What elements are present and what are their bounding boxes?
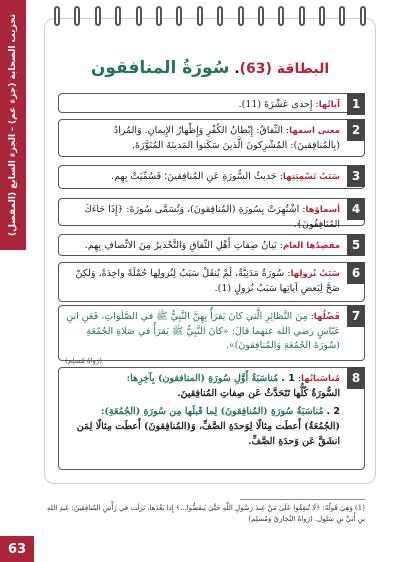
row-number: 5 [347, 234, 365, 256]
row-label: آياتُها [318, 100, 340, 110]
sub-number: 2 . [326, 406, 340, 418]
binding-ring [339, 6, 345, 26]
sub-body: (الجُمُعَةُ) أَعطَت مِثالًا لِوَحدَةِ الصَّفِّ، وَ(المُنافِقونَ) أَعطَت مِثالًا لِمَن انشَقَّ عَن وَحدَةِ الصَّفِّ. [76, 421, 340, 447]
row-text: حَديثُ السُّورَةِ عَنِ المُنافِقينَ؛ فَسُمِّيَتْ بِهِم. [111, 171, 277, 182]
sub-body: السُّورَةُ كُلُّها تَتَحَدَّثُ عَن صِفاتِ المُنافِقينَ. [177, 387, 340, 399]
row-number: 2 [347, 119, 365, 141]
spiral-binding [54, 6, 366, 28]
binding-ring [238, 6, 244, 26]
row-number: 1 [347, 93, 365, 115]
row-number: 3 [347, 165, 365, 187]
sub-heading: مُناسَبَةُ أَوَّلِ سُورَةِ (المنافقون) بِآخِرِها: [126, 373, 279, 384]
side-section-tab [0, 0, 26, 250]
row-text: سُورَةٌ مَدَنِيَّةٌ، لَمْ يُنقَلْ سَبَبٌ لِنُزولِها جُمْلَةً واحِدَةً، وَلكِنْ صَحَّ لِبَعضِ آياتِها سَبَبُ نُزولٍ (1). [75, 268, 340, 294]
hadith-source: (رَواهُ مُسلِم) [65, 357, 103, 366]
binding-ring [319, 6, 325, 26]
row-text: النِّفاقُ: إِبْطانُ الكُفْرِ وَإِظْهارُ الإِيمانِ. وَالمُرادُ (بِالمُنافِقينَ): المُشْرِكونَ الَّذينَ سَكَنوا المَدينَةَ المُنَوَّرَةَ. [113, 125, 340, 151]
info-row-virtue: 7 فَضْلُها: مِنَ النَّظائِرِ الَّتي كانَ يَقرَأُ بِهِنَّ النَّبِيُّ ﷺ في الصَّلَواتِ، فَعَنِ ابنِ عَبّاسٍ رضي الله عنهما قالَ: «كانَ النَّبِيُّ ﷺ يَقرَأُ في صَلاةِ الجُمُعَةِ (سُورَةَ الجُمُعَةِ وَالمُنافِقونَ)». (رَواهُ مُسلِم) [58, 305, 365, 361]
binding-ring [176, 6, 182, 26]
info-row-purpose: 5 مقصِدُها العام: بَيانُ صِفاتِ أَهْلِ النِّفاقِ وَالتَّحْذيرُ مِنَ الاتِّصافِ بِهِم. [58, 234, 365, 256]
info-row-names: 4 أسماؤها: اشْتُهِرَتْ بِسُورَةِ (المُنافِقونَ)، وَتُسَمَّى سُورَةَ: ﴿إِذَا جَاءَكَ المُنَافِقُونَ﴾. [58, 198, 365, 226]
binding-ring [217, 6, 223, 26]
card-label: البطاقة (63) [239, 61, 330, 77]
page-title: البطاقة (63). سُورَةُ المنافقون [90, 58, 330, 78]
row-label: سَبَبُ نُزولِها [290, 269, 340, 279]
row-label: أسماؤها [305, 205, 340, 215]
side-tab-label: تحزيب الصحابة (جزء عم) - الجزء السابع (المفصل) [8, 14, 18, 236]
footnote: (1) وَهِيَ قَولُهُ: ﴿لَا تُنفِقُوا عَلَىٰ مَنْ عِندَ رَسُولِ اللَّهِ حَتَّىٰ يَنفَضُّوا...﴾ إِذا بَعْدَها، نَزَلَت في رَأْسِ المُنافِقينَ: عَبدِ اللهِ بنِ أُبَيِّ بنِ سَلول. (رَواهُ البُخاريّ وَمُسلِم) [47, 504, 365, 523]
binding-ring [258, 6, 264, 26]
info-row-naming-reason: 3 سَبَبُ تَسْمِيَتِها: حَديثُ السُّورَةِ عَنِ المُنافِقينَ؛ فَسُمِّيَتْ بِهِم. [58, 165, 365, 189]
row-label: مقصِدُها العام [282, 241, 340, 251]
binding-ring [197, 6, 203, 26]
info-row-relations: 8 مُناسَباتُها: 1 . مُناسَبَةُ أَوَّلِ سُورَةِ (المنافقون) بِآخِرِها: السُّورَةُ كُلُّها تَتَحَدَّثُ عَن صِفاتِ المُنافِقينَ. 2 . مُناسَبَةُ سُورَةِ (المُنافِقونَ) لِما قَبلَها مِن سُورَةِ (الجُمُعَةِ): (الجُمُعَةُ) أَعطَت مِثالًا لِوَحدَةِ الصَّفِّ، وَ(المُنافِقونَ) أَعطَت مِثالًا لِمَن انشَقَّ عَن وَحدَةِ الصَّفِّ. [58, 367, 365, 470]
page-number: 63 [0, 536, 34, 562]
surah-name: سُورَةُ المنافقون [90, 58, 230, 78]
info-row-meaning: 2 معنى اسمها: النِّفاقُ: إِبْطانُ الكُفْرِ وَإِظْهارُ الإِيمانِ. وَالمُرادُ (بِالمُنافِقينَ): المُشْرِكونَ الَّذينَ سَكَنوا المَدينَةَ المُنَوَّرَةَ. [58, 119, 365, 157]
sub-number: 1 . [281, 373, 295, 384]
footnote-divider [240, 499, 365, 500]
info-row-revelation: 6 سَبَبُ نُزولِها: سُورَةٌ مَدَنِيَّةٌ، لَمْ يُنقَلْ سَبَبٌ لِنُزولِها جُمْلَةً واحِدَةً، وَلكِنْ صَحَّ لِبَعضِ آياتِها سَبَبُ نُزولٍ (1). [58, 262, 365, 302]
binding-ring [74, 6, 80, 26]
row-number: 6 [347, 262, 365, 284]
row-text: مِنَ النَّظائِرِ الَّتي كانَ يَقرَأُ بِهِنَّ النَّبِيُّ ﷺ في الصَّلَواتِ، فَعَنِ ابنِ عَبّاسٍ رضي الله عنهما قالَ: «كانَ النَّبِيُّ ﷺ يَقرَأُ في صَلاةِ الجُمُعَةِ (سُورَةَ الجُمُعَةِ وَالمُنافِقونَ)». [66, 311, 340, 352]
binding-ring [136, 6, 142, 26]
binding-ring [299, 6, 305, 26]
row-text: اشْتُهِرَتْ بِسُورَةِ (المُنافِقونَ)، وَتُسَمَّى سُورَةَ: ﴿إِذَا جَاءَكَ المُنَافِقُونَ﴾. [84, 204, 340, 230]
row-text: إِحدى عَشْرَةَ (11). [238, 99, 313, 110]
sub-heading: مُناسَبَةُ سُورَةِ (المُنافِقونَ) لِما قَبلَها مِن سُورَةِ (الجُمُعَةِ): [100, 406, 324, 418]
binding-ring [360, 6, 366, 26]
row-number: 4 [347, 198, 365, 220]
binding-ring [278, 6, 284, 26]
info-row-verses: 1 آياتُها: إِحدى عَشْرَةَ (11). [58, 93, 365, 113]
binding-ring [115, 6, 121, 26]
row-number: 8 [347, 367, 365, 389]
row-label: سَبَبُ تَسْمِيَتِها [282, 172, 340, 182]
row-label: فَضْلُها [313, 312, 340, 322]
row-text: بَيانُ صِفاتِ أَهْلِ النِّفاقِ وَالتَّحْذيرُ مِنَ الاتِّصافِ بِهِم. [84, 240, 277, 251]
binding-ring [156, 6, 162, 26]
binding-ring [54, 6, 60, 26]
row-label: مُناسَباتُها [301, 374, 340, 384]
row-label: معنى اسمها [289, 126, 340, 136]
row-number: 7 [347, 305, 365, 327]
binding-ring [95, 6, 101, 26]
